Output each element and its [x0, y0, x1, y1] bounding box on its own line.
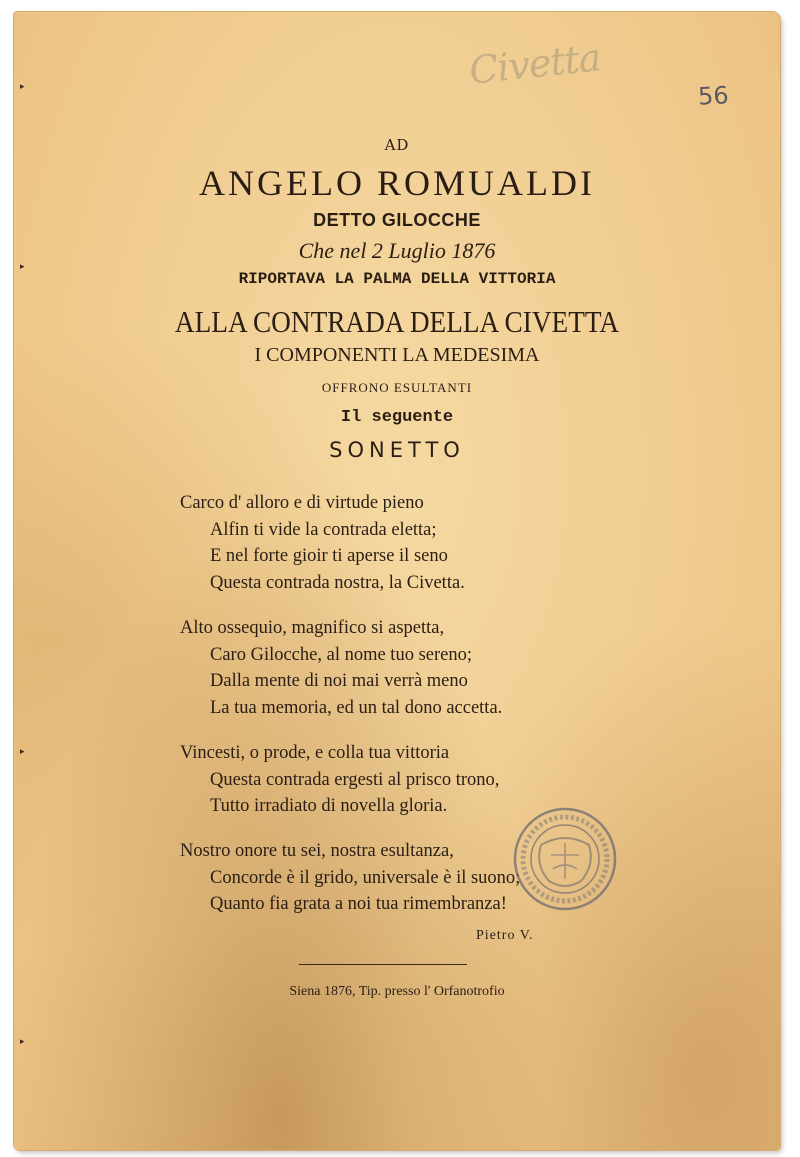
sonetto-heading: SONETTO — [329, 438, 465, 462]
margin-mark: ▸ — [20, 747, 25, 757]
victory-line: RIPORTAVA LA PALMA DELLA VITTORIA — [238, 270, 556, 288]
poem-stanza-4 — [180, 838, 520, 918]
poem-line: Carco d' alloro e di virtude pieno — [180, 493, 424, 513]
offrono-line: OFFRONO ESULTANTI — [321, 380, 473, 395]
poem-line: Caro Gilocche, al nome tuo sereno; — [210, 644, 472, 665]
printer-imprint: Siena 1876, Tip. presso l' Orfanotrofio — [289, 984, 505, 999]
library-stamp-icon — [511, 805, 619, 913]
dedicatee-nickname: DETTO GILOCCHE — [313, 210, 481, 230]
date-line: Che nel 2 Luglio 1876 — [298, 238, 496, 263]
seguente-line: Il seguente — [340, 408, 454, 427]
handwritten-note: Civetta — [467, 35, 603, 93]
margin-mark: ▸ — [20, 1037, 25, 1047]
poem-line: Concorde è il grido, universale è il suono; — [210, 867, 521, 888]
dedicatee-name: ANGELO ROMUALDI — [199, 163, 595, 203]
poem-stanza-1 — [180, 490, 465, 596]
broadside-page — [14, 12, 780, 1150]
page-number: 56 — [697, 81, 730, 111]
poem-line: Tutto irradiato di novella gloria. — [210, 796, 448, 816]
poem-line: Alfin ti vide la contrada eletta; — [210, 519, 437, 540]
margin-mark: ▸ — [20, 262, 25, 272]
componenti-line: I COMPONENTI LA MEDESIMA — [254, 344, 540, 366]
poem-line: Questa contrada nostra, la Civetta. — [210, 572, 465, 593]
poem-line: La tua memoria, ed un tal dono accetta. — [210, 697, 503, 718]
poem-line: Quanto fia grata a noi tua rimembranza! — [210, 894, 507, 914]
poem-author: Pietro V. — [476, 928, 534, 943]
poem-line: Dalla mente di noi mai verrà meno — [210, 671, 468, 691]
poem-line: Alto ossequio, magnifico si aspetta, — [180, 618, 445, 638]
contrada-line: ALLA CONTRADA DELLA CIVETTA — [174, 304, 620, 339]
dedication-ad: AD — [384, 136, 410, 154]
poem-line: E nel forte gioir ti aperse il seno — [210, 546, 448, 566]
poem-stanza-2 — [180, 615, 502, 721]
poem-line: Vincesti, o prode, e colla tua vittoria — [180, 743, 450, 763]
footer-rule — [299, 964, 467, 965]
poem-line: Questa contrada ergesti al prisco trono, — [210, 769, 500, 790]
poem-stanza-3 — [180, 740, 499, 820]
poem-line: Nostro onore tu sei, nostra esultanza, — [180, 841, 454, 861]
margin-mark: ▸ — [20, 82, 25, 92]
